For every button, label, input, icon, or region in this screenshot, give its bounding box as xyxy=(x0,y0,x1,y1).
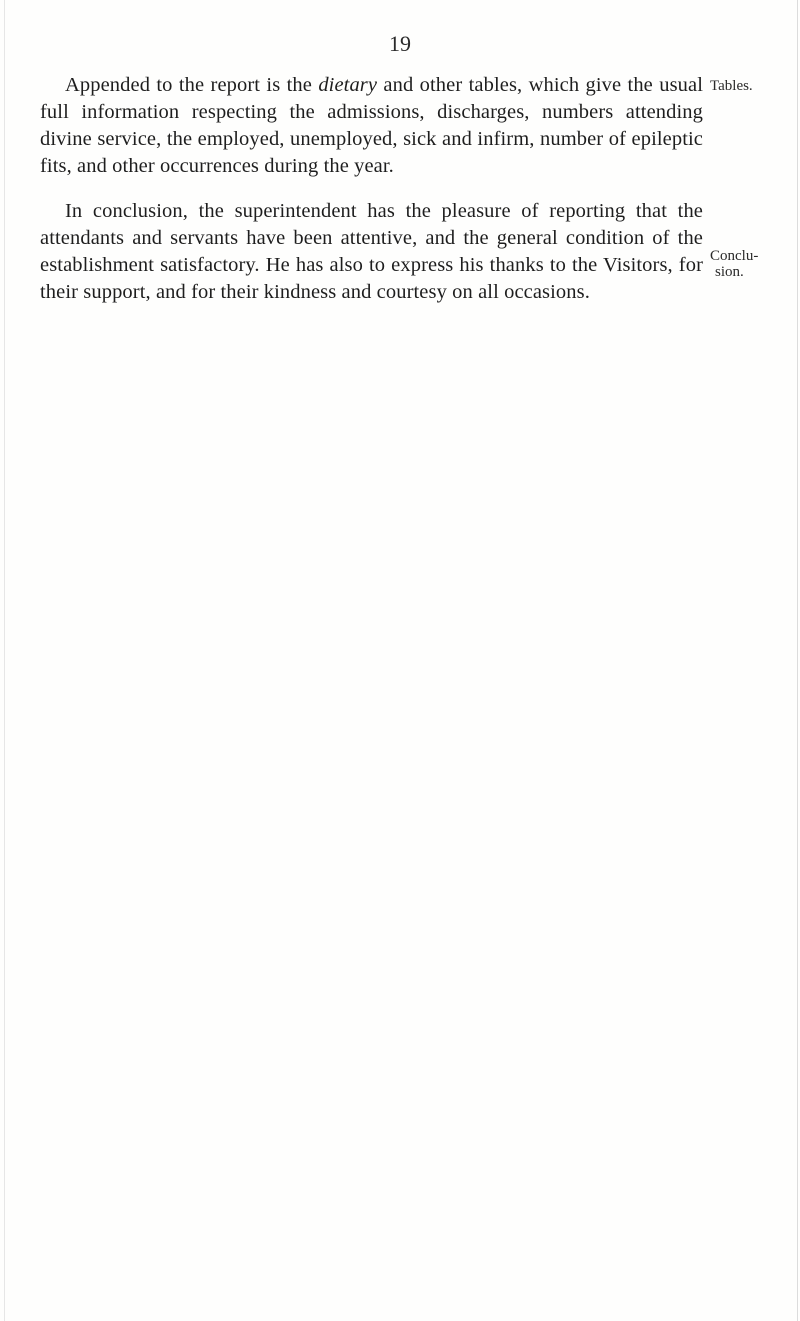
paragraph-tables xyxy=(40,72,703,180)
sidenote-conclusion-line2: sion. xyxy=(715,264,744,280)
body-text xyxy=(40,72,703,306)
emphasis-dietary: dietary xyxy=(318,74,378,96)
sidenote-tables: Tables. xyxy=(710,78,753,94)
paragraph-tables-start: Appended to the report is the xyxy=(65,74,319,96)
page-number: 19 xyxy=(389,31,411,56)
paragraph-tables-rest: and other tables, which give the usual full information respecting the admissions, discharges, numbers attending divine service, the employed, unemployed, sick and infirm, number of epileptic fits, and other occurrences during the year. xyxy=(40,74,703,177)
sidenote-conclusion-line1: Conclu- xyxy=(710,248,759,264)
page-edge-right xyxy=(797,0,798,1321)
page-edge-left xyxy=(4,0,5,1321)
paragraph-conclusion: In conclusion, the superintendent has the pleasure of reporting that the attendants and servants have been attentive, and the general condition of the establishment satisfactory. He has also to express his thanks to the Visitors, for their support, and for their kindness and courtesy on all occasions. xyxy=(40,200,703,303)
sidenote-conclusion xyxy=(710,248,758,280)
